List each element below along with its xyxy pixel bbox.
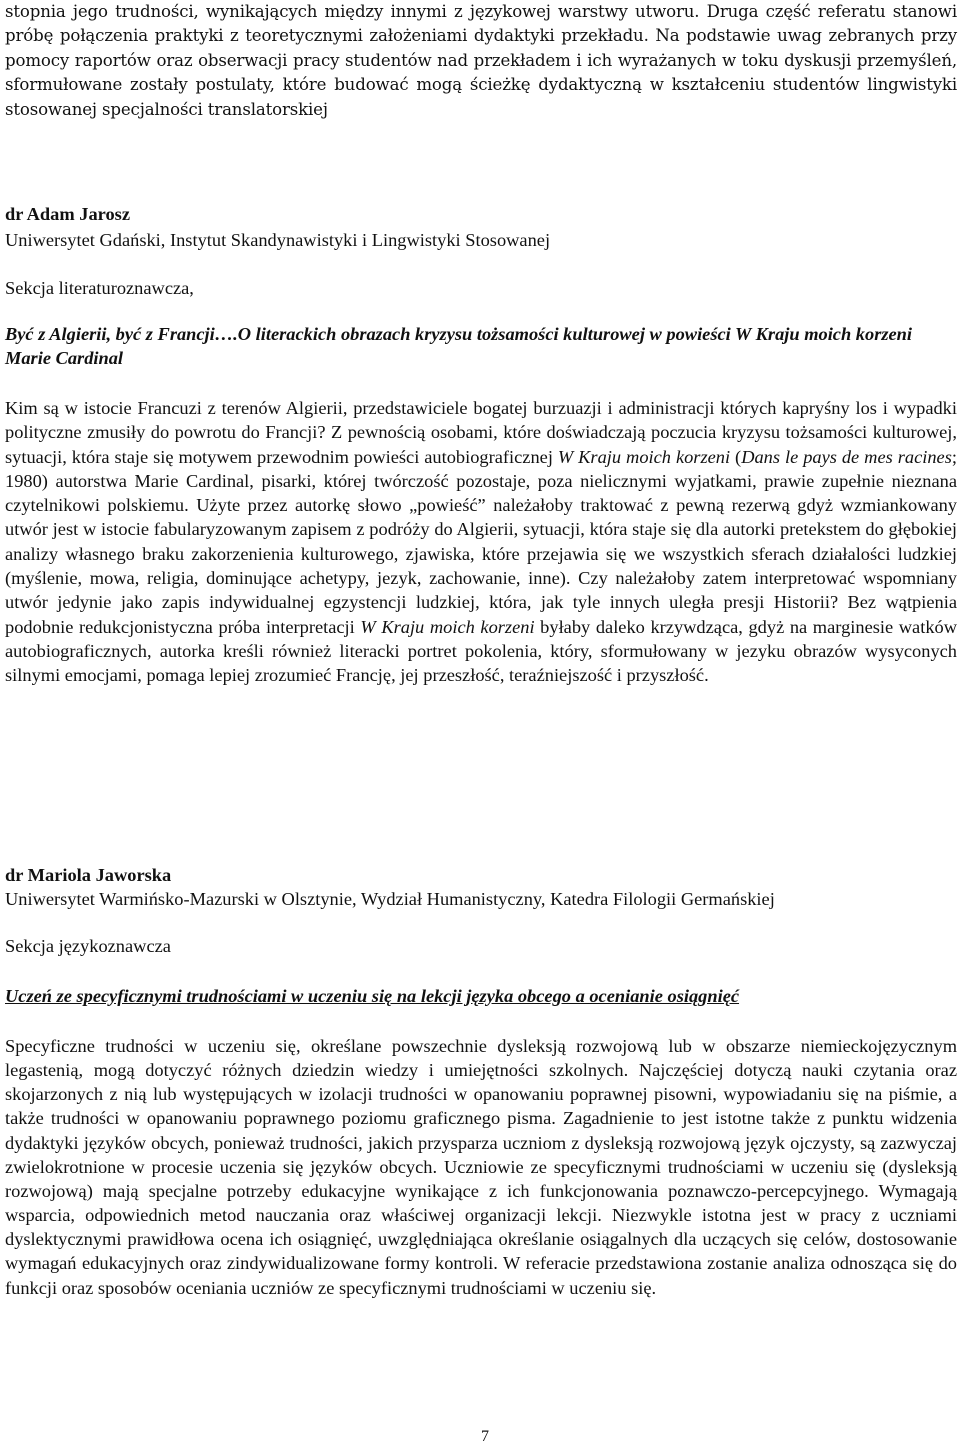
- intro-paragraph: stopnia jego trudności, wynikających między innymi z językowej warstwy utworu. Druga część referatu stanowi próbę połączenia praktyki z teoretycznymi założeniami dydaktyki przekładu. Na podstawie uwag zebranych przy pomocy raportów oraz obserwacji pracy studentów nad przekładem i ich wyrażanych w toku dyskusji przemyśleń, sformułowane zostały postulaty, które budować mogą ścieżkę dydaktyczną w kształceniu studentów lingwistyki stosowanej specjalności translatorskiej: [5, 2, 957, 119]
- abstract-text: ; 1980) autorstwa Marie Cardinal, pisarki, której twórczość pozostaje, poza nielicznymi wyjatkami, prawie zupełnie nieznana czytelnikowi polskiemu. Użyte przez autorkę słowo „powieść” należałoby traktować z pewną rezerwą gdyż wzmiankowany utwór jest w istocie fabularyzowanym zapisem z podróży do Algierii, sytuacji, która staje się dla autorki pretekstem do głębokiej analizy własnego braku zakorzenienia kulturowego, zjawiska, które przejawia się we wszystkich sferach działalości ludzkiej (myślenie, mowa, religia, dominujące achetypy, jezyk, zachowanie, inne). Czy należałoby zatem interpretować wspomniany utwór jedynie jako zapis indywidualnej egzystencji ludzkiej, która, jak tyle innych uległa presji Historii? Bez wątpienia podobnie redukcjonistyczna próba interpretacji: [5, 446, 957, 637]
- section-label: Sekcja językoznawcza: [5, 936, 171, 956]
- book-original-title: Dans le pays de mes racines: [741, 446, 952, 467]
- book-title: W Kraju moich korzeni: [557, 446, 731, 467]
- abstract-text: byłaby daleko krzywdząca, gdyż na marginesie watków autobiograficznych, autorka kreśli również literacki portret pokolenia, który, sformułowany w jezyku obrazów wysyconych silnymi emocjami, pomaga lepiej zrozumieć Francję, jej przeszłość, teraźniejszość i przyszłość.: [5, 616, 957, 686]
- talk-title: Być z Algierii, być z Francji….O literackich obrazach kryzysu tożsamości kulturowej w powieści W Kraju moich korzeni Marie Cardinal: [5, 324, 913, 369]
- abstract-paragraph: [5, 396, 957, 688]
- book-title: W Kraju moich korzeni: [360, 616, 535, 637]
- abstract-paragraph: Specyficzne trudności w uczeniu się, określane powszechnie dysleksją rozwojową lub w obszarze niemieckojęzycznym legastenią, mogą dotyczyć różnych dziedzin wiedzy i umiejętności szkolnych. Najczęściej dotyczą nauki czytania oraz skojarzonych z nią lub występujących w izolacji trudności w opanowaniu poprawnej pisowni, wypowiadaniu się na piśmie, a także trudności w opanowaniu poprawnego poziomu graficznego pisma. Zagadnienie to jest istotne także z punktu widzenia dydaktyki języków obcych, ponieważ trudności, jakich przysparza uczniom z dysleksją rozwojową język ojczysty, są zazwyczaj zwielokrotnione w procesie uczenia się języków obcych. Uczniowie ze specyficznymi trudnościami w uczeniu się (dysleksją rozwojową) mają specjalne potrzeby edukacyjne wynikające z ich funkcjonowania poznawczo-percepcyjnego. Wymagają wsparcia, odpowiednich metod nauczania oraz właściwej organizacji lekcji. Niezwykle istotna jest w pracy z uczniami dyslektycznymi prawidłowa ocena ich osiągnięć, uwzględniająca określanie osiągalnych dla uczących się celów, dostosowanie wymagań edukacyjnych oraz zindywidualizowane formy kontroli. W referacie przedstawiona zostanie analiza odnosząca się do funkcji oraz sposobów oceniania uczniów ze specyficznymi trudnościami w uczeniu się.: [5, 1036, 957, 1298]
- author-affiliation: Uniwersytet Gdański, Instytut Skandynawistyki i Lingwistyki Stosowanej: [5, 230, 551, 250]
- author-name: dr Adam Jarosz: [5, 204, 130, 224]
- talk-title: Uczeń ze specyficznymi trudnościami w uczeniu się na lekcji języka obcego a ocenianie osiągnięć: [5, 986, 740, 1006]
- abstract-text: (: [730, 446, 742, 467]
- author-name: dr Mariola Jaworska: [5, 865, 172, 885]
- author-affiliation: Uniwersytet Warmińsko-Mazurski w Olsztynie, Wydział Humanistyczny, Katedra Filologii Germańskiej: [5, 889, 775, 909]
- section-label: Sekcja literaturoznawcza,: [5, 278, 194, 298]
- page-number: 7: [481, 1428, 489, 1445]
- abstract-text: Kim są w istocie Francuzi z terenów Algierii, przedstawiciele bogatej burzuazji i administracji których kapryśny los i wypadki polityczne zmusiły do powrotu do Francji? Z pewnością osobami, które doświadczają poczucia kryzysu tożsamości kulturowej, sytuacji, która staje się motywem przewodnim powieści autobiograficznej: [5, 398, 957, 467]
